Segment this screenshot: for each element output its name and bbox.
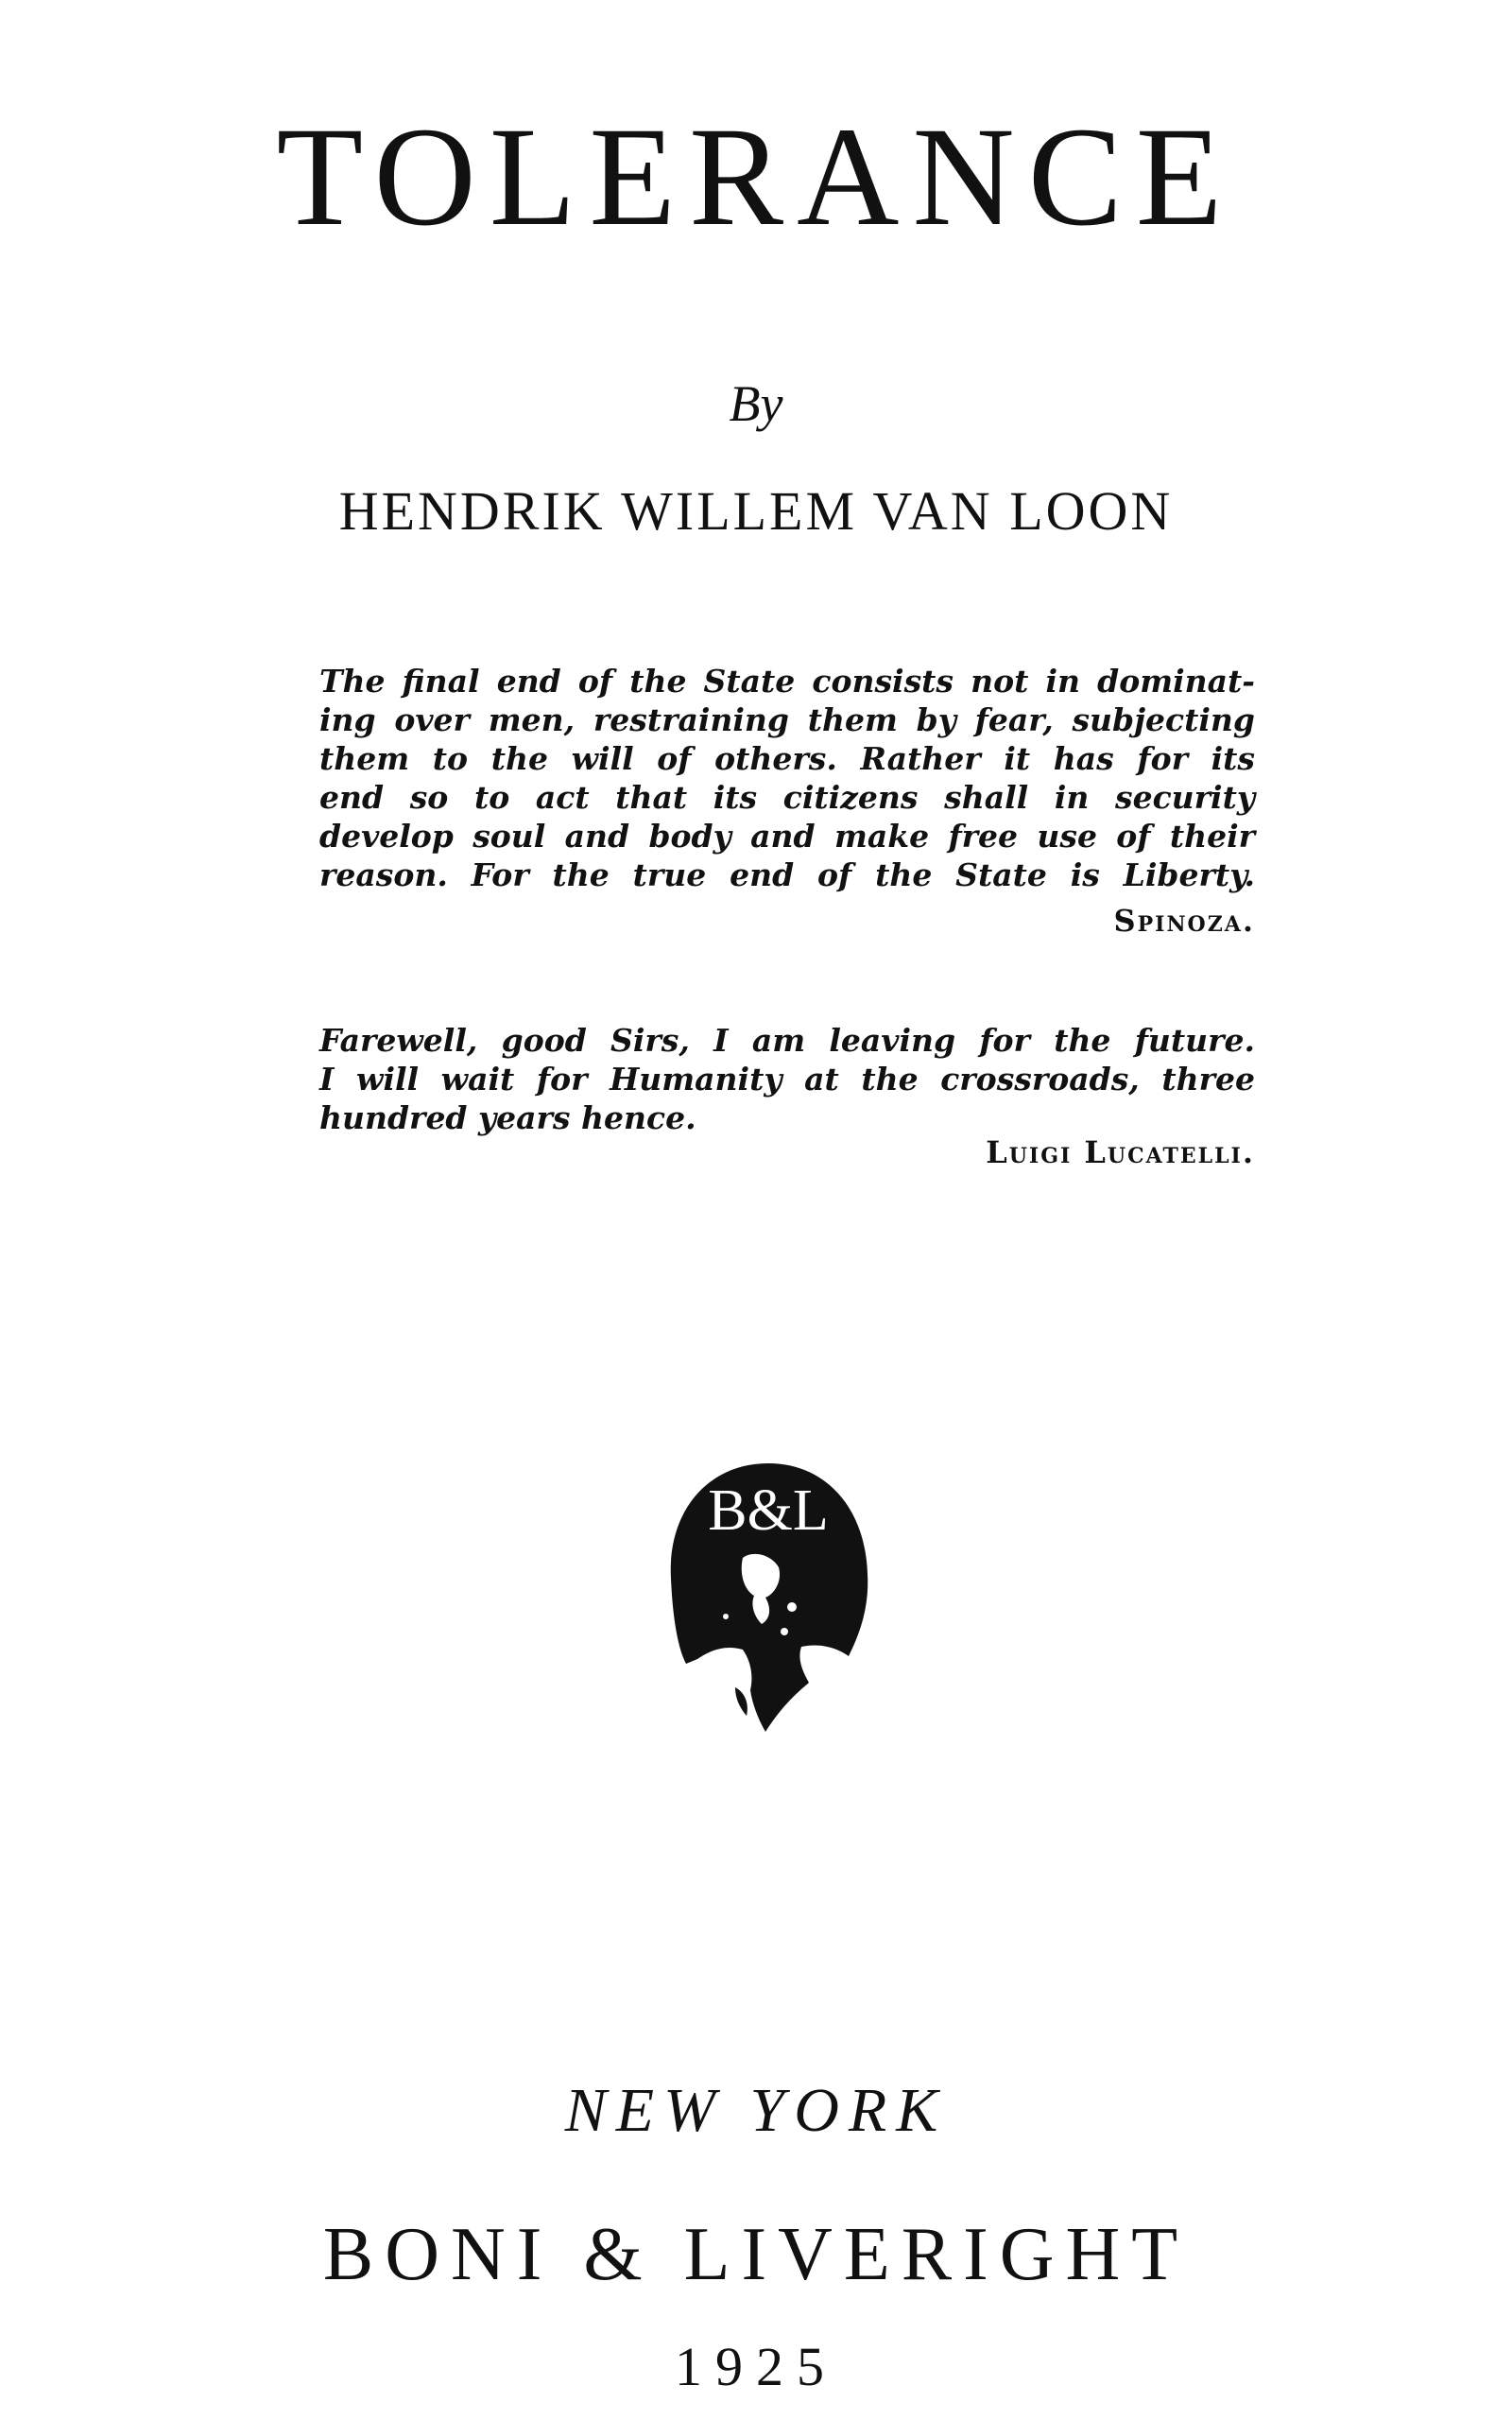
publisher-name: BONI & LIVERIGHT — [322, 2213, 1190, 2296]
epigraph-line: I will wait for Humanity at the crossroads, three — [319, 1061, 1255, 1098]
epigraph-line: end so to act that its citizens shall in security — [319, 779, 1255, 816]
epigraph-line: reason. For the true end of the State is Liberty. — [319, 856, 1255, 893]
author-name: HENDRIK WILLEM VAN LOON — [338, 480, 1174, 542]
publisher-city: NEW YORK — [564, 2076, 948, 2145]
publication-year: 1925 — [675, 2336, 837, 2397]
epigraph-lucatelli — [319, 1021, 1255, 1172]
epigraph-line: them to the will of others. Rather it has for its — [319, 740, 1255, 777]
book-title: TOLERANCE — [276, 98, 1236, 255]
publisher-colophon-icon — [660, 1456, 877, 1739]
colophon-monogram: B&L — [708, 1478, 829, 1543]
epigraph-line: The final end of the State consists not in dominat- — [319, 663, 1255, 700]
epigraph-line: develop soul and body and make free use of their — [319, 818, 1255, 855]
epigraph-line: ing over men, restraining them by fear, subjecting — [319, 701, 1255, 738]
epigraph-attribution: Luigi Lucatelli. — [986, 1134, 1255, 1170]
epigraph-line: Farewell, good Sirs, I am leaving for the future. — [319, 1022, 1255, 1059]
by-label: By — [729, 375, 783, 432]
epigraph-spinoza — [319, 662, 1255, 941]
epigraph-attribution: Spinoza. — [1113, 903, 1255, 939]
epigraph-line: hundred years hence. — [319, 1099, 696, 1136]
